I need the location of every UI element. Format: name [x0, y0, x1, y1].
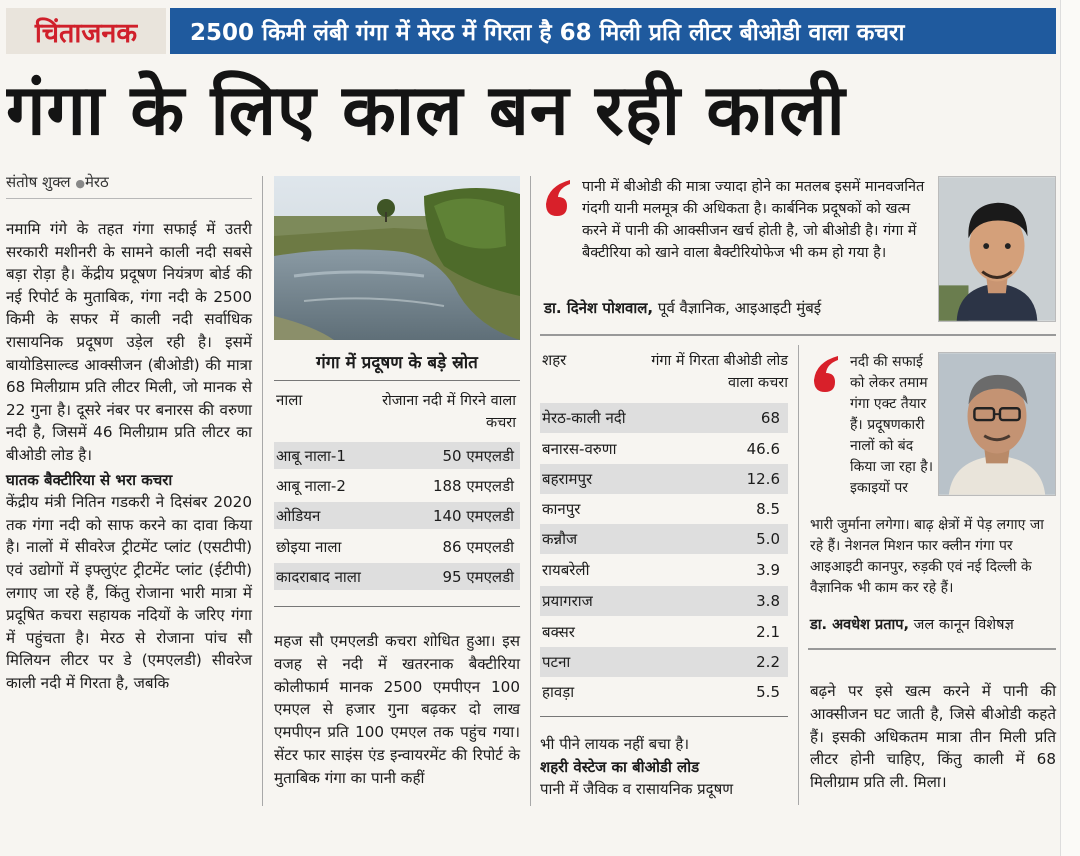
table-row [540, 555, 788, 585]
article-paragraph: भी पीने लायक नहीं बचा है। [540, 735, 690, 753]
quote-text: भारी जुर्माना लगेगा। बाढ़ क्षेत्रों में पेड़ लगाए जा रहे हैं। नेशनल मिशन फार क्लीन गंगा पर आइआइटी कानपुर, रुड़की एवं नई दिल्ली के वैज्ञानिक भी काम कर रहे हैं। [810, 517, 1044, 596]
table-cell: 188 एमएलडी [432, 476, 514, 495]
table-cell: आबू नाला-2 [276, 476, 346, 495]
table-row [540, 617, 788, 647]
table-cell: रायबरेली [542, 561, 590, 579]
table-cell: आबू नाला-1 [276, 446, 346, 465]
table-cell: 46.6 [746, 440, 780, 458]
adjacent-page-edge [1060, 0, 1080, 856]
table-cell: पटना [542, 653, 571, 671]
article-column-3 [540, 733, 788, 801]
table-cell: प्रयागराज [542, 592, 593, 610]
table-row [540, 434, 788, 464]
article-column-1 [6, 218, 252, 694]
column-divider [798, 345, 799, 805]
kicker-strap: 2500 किमी लंबी गंगा में मेरठ में गिरता है 68 मिली प्रति लीटर बीओडी वाला कचरा [170, 8, 1056, 54]
table-cell: कानपुर [542, 500, 581, 518]
table-cell: 50 एमएलडी [442, 446, 514, 465]
table-cell: 3.9 [756, 561, 780, 579]
article-subhead: शहरी वेस्टेज का बीओडी लोड [540, 757, 700, 776]
table-cell: ओडियन [276, 506, 321, 525]
table-title: गंगा में प्रदूषण के बड़े स्रोत [316, 353, 478, 373]
table-cell: छोइया नाला [276, 537, 342, 556]
table-row [540, 677, 788, 707]
table-cell: 2.1 [756, 623, 780, 641]
article-column-2: महज सौ एमएलडी कचरा शोधित हुआ। इस वजह से नदी में खतरनाक बैक्टीरिया कोलीफार्म मानक 2500 एमपीएन 100 एमएल से हजार गुना बढ़कर दो लाख एमपीएन प्रति 100 एमएल तक पहुंच गया। सेंटर फार साइंस एंड इन्वायरमेंट की रिपोर्ट के मुताबिक गंगा का पानी कहीं [274, 632, 520, 787]
quote-attribution [810, 614, 1056, 634]
table-rule [540, 716, 788, 717]
byline-author: संतोष शुक्ल [6, 173, 71, 191]
table-cell: 86 एमएलडी [442, 537, 514, 556]
table-cell: कादराबाद नाला [276, 567, 361, 586]
column-divider [262, 176, 263, 806]
divider [540, 334, 1056, 336]
article-paragraph: केंद्रीय मंत्री नितिन गडकरी ने दिसंबर 2020 तक गंगा नदी को साफ करने का दावा किया है। नालों में सीवरेज ट्रीटमेंट प्लांट (एसटीपी) एवं उद्योगों में इफ्लुएंट ट्रीटमेंट प्लांट (ईटीपी) लगाए जा रहे हैं, किंतु रोजाना भारी मात्रा में प्रदूषित कचरा सहायक नदियों के जरिए गंगा में पहुंचता है। मेरठ से रोजाना पांच सौ मिलियन लीटर पर डे (एमएलडी) सीवरेज काली नदी में गिरता है, जबकि [6, 493, 252, 692]
quote-text: पानी में बीओडी की मात्रा ज्यादा होने का मतलब इसमें मानवजनित गंदगी यानी मलमूत्र की अधिकता है। कार्बनिक प्रदूषकों को खत्म करने में पानी की आक्सीजन खर्च होती है, जो बीओडी है। गंगा में बैक्टीरिया को खाने वाला बैक्टीरियोफेज भी कम हो गया है। [582, 179, 925, 261]
table-cell: 5.0 [756, 530, 780, 548]
table-header: रोजाना नदी में गिरने वाला कचरा [382, 393, 516, 431]
quote-mark-icon [540, 176, 574, 218]
article-column-4: बढ़ने पर इसे खत्म करने में पानी की आक्सीजन घट जाती है, जिसे बीओडी कहते हैं। इसकी अधिकतम मात्रा तीन मिली प्रति लीटर होनी चाहिए, किंतु काली में 68 मिलीग्राम प्रति ली. मिला। [810, 682, 1056, 792]
table-cell: हावड़ा [542, 683, 575, 701]
table-row [274, 533, 520, 560]
article-paragraph: नमामि गंगे के तहत गंगा सफाई में उतरी सरकारी मशीनरी के सामने काली नदी सबसे बड़ा रोड़ा है। केंद्रीय प्रदूषण नियंत्रण बोर्ड की नई रिपोर्ट के मुताबिक, गंगा नदी के 2500 किमी के सफर में काली नदी सर्वाधिक रासायनिक प्रदूषण उड़ेल रही है। इसमें बायोडिसाल्व्ड आक्सीजन (बीओडी) की मात्रा 68 मिलीग्राम प्रति लीटर मिली, जो मानक से 22 गुना है। दूसरे नंबर पर बनारस की वरुणा नदी है, जिसमें 46 मिलीग्राम प्रति लीटर का बीओडी लोड है। [6, 220, 252, 464]
quote-author: डा. अवधेश प्रताप, [810, 617, 910, 633]
table-row [540, 524, 788, 554]
quote-attribution [544, 298, 934, 318]
quote-author: डा. दिनेश पोशवाल, [544, 299, 654, 317]
table-cell: 2.2 [756, 653, 780, 671]
table-header: नाला [276, 391, 303, 409]
table-row [540, 647, 788, 677]
byline [6, 172, 109, 192]
table-cell: बनारस-वरुणा [542, 440, 617, 458]
bullet-icon: ● [75, 177, 85, 190]
table-row [274, 442, 520, 469]
table-header: गंगा में गिरता बीओडी लोड वाला कचरा [651, 353, 788, 391]
table-row [540, 403, 788, 433]
table-row [540, 464, 788, 494]
quote-author-role: पूर्व वैज्ञानिक, आइआइटी मुंबई [657, 299, 822, 317]
divider [6, 198, 252, 199]
table-cell: 68 [760, 409, 780, 427]
table-cell: कन्नौज [542, 530, 578, 548]
headline: गंगा के लिए काल बन रही काली [6, 68, 846, 151]
table-row [274, 472, 520, 499]
table-row [274, 502, 520, 529]
expert-photo [938, 352, 1056, 496]
table-cell: 140 एमएलडी [432, 506, 514, 525]
column-divider [530, 176, 531, 806]
divider [808, 648, 1056, 650]
table-cell: मेरठ-काली नदी [542, 409, 626, 427]
table-cell: 12.6 [746, 470, 780, 488]
table-row [540, 494, 788, 524]
river-photo [274, 176, 520, 340]
article-paragraph: पानी में जैविक व रासायनिक प्रदूषण [540, 780, 734, 798]
table-cell: बक्सर [542, 623, 575, 641]
table-rule [274, 380, 520, 381]
table-cell: 3.8 [756, 592, 780, 610]
table-header: शहर [542, 351, 567, 369]
table-cell: 8.5 [756, 500, 780, 518]
table-cell: 5.5 [756, 683, 780, 701]
quote-text: नदी की सफाई को लेकर तमाम गंगा एक्ट तैयार हैं। प्रदूषणकारी नालों को बंद किया जा रहा है। इकाइयों पर [850, 354, 934, 496]
table-row [274, 563, 520, 590]
quote-author-role: जल कानून विशेषज्ञ [913, 617, 1014, 633]
kicker-tag: चिंताजनक [6, 8, 166, 54]
expert-photo [938, 176, 1056, 322]
table-cell: बहरामपुर [542, 470, 593, 488]
table-row [540, 586, 788, 616]
byline-location: मेरठ [84, 173, 109, 191]
table-cell: 95 एमएलडी [442, 567, 514, 586]
table-rule [274, 606, 520, 607]
article-subhead: घातक बैक्टीरिया से भरा कचरा [6, 470, 173, 489]
